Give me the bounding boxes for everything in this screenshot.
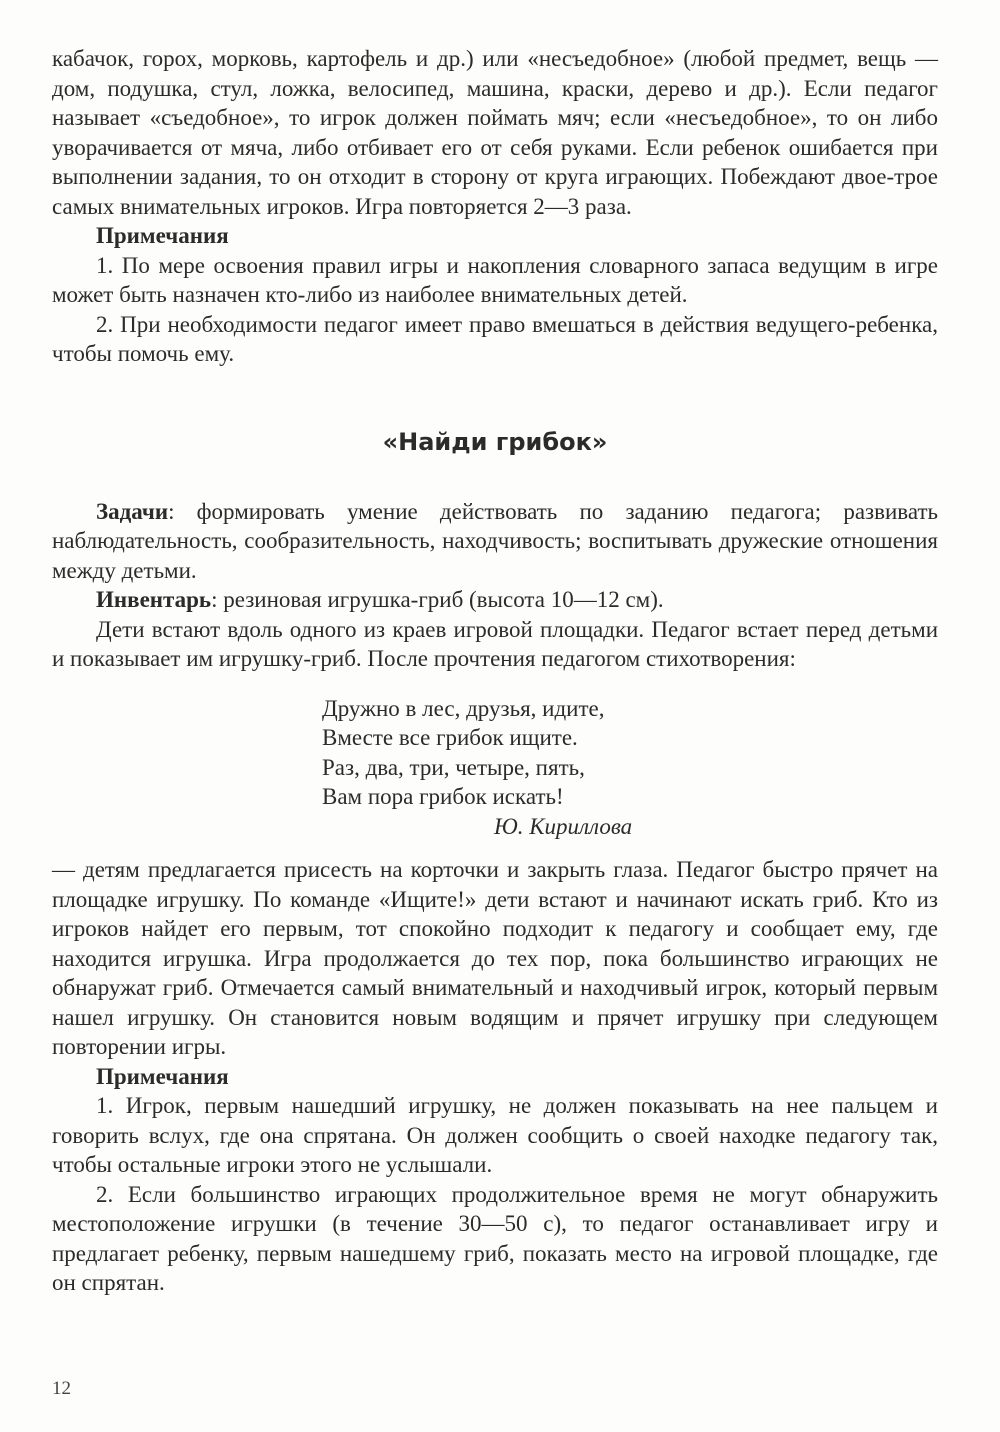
note-1: 1. Игрок, первым нашедший игрушку, не должен показывать на нее пальцем и говорить вслух, где она спрятана. Он должен сообщить о своей находке педагогу так, чтобы остальные игроки этого не услышали. [52,1093,938,1177]
page-body [52,44,938,1298]
rules-paragraph: Дети встают вдоль одного из краев игровой площадки. Педагог встает перед детьми и показывает им игрушку-гриб. После прочтения педагогом стихотворения: [52,616,938,671]
page-number: 12 [52,1378,71,1399]
notes-heading: Примечания [96,1063,229,1089]
poem-line: Вместе все грибок ищите. [322,725,578,750]
inventory-paragraph [52,585,938,615]
intro-paragraph: кабачок, горох, морковь, картофель и др.) или «несъедобное» (любой предмет, вещь — дом, подушка, стул, ложка, велосипед, машина, краски, дерево и др.). Если педагог называет «съедобное», то игрок должен поймать мяч; если «несъедобное», то он либо уворачивается от мяча, либо отбивает его от себя руками. Если ребенок ошибается при выполнении задания, то он отходит в сторону от круга играющих. Побеждают двое-трое самых внимательных игроков. Игра повторяется 2—3 раза. [52,46,938,219]
tasks-label: Задачи [96,498,169,524]
poem-line: Раз, два, три, четыре, пять, [322,754,585,780]
poem-author: Ю. Кириллова [494,813,633,839]
poem [322,694,938,842]
note-1: 1. По мере освоения правил игры и накопления словарного запаса ведущим в игре может быть назначен кто-либо из наиболее внимательных детей. [52,252,938,307]
tasks-paragraph [52,497,938,586]
inventory-label: Инвентарь [96,587,212,612]
notes-heading: Примечания [96,223,229,248]
tasks-text: : формировать умение действовать по заданию педагога; развивать наблюдательность, сообразительность, находчивость; воспитывать дружеские отношения между детьми. [52,498,938,583]
game-title: «Найди грибок» [382,427,608,456]
note-2: 2. Если большинство играющих продолжительное время не могут обнаружить местоположение игрушки (в течение 30—50 с), то педагог останавливает игру и предлагает ребенку, первым нашедшему гриб, показать место на игровой площадке, где он спрятан. [52,1181,938,1295]
game-description-paragraph: — детям предлагается присесть на корточки и закрыть глаза. Педагог быстро прячет на площадке игрушку. По команде «Ищите!» дети встают и начинают искать гриб. Кто из игроков найдет его первым, тот спокойно подходит к педагогу и сообщает ему, где находится игрушка. Игра продолжается до тех пор, пока большинство играющих не обнаружат гриб. Отмечается самый внимательный и находчивый игрок, который первым нашел игрушку. Он становится новым водящим и прячет игрушку при следующем повторении игры. [52,857,938,1059]
note-2: 2. При необходимости педагог имеет право вмешаться в действия ведущего-ребенка, чтобы помочь ему. [52,311,938,366]
inventory-text: : резиновая игрушка-гриб (высота 10—12 см). [211,587,664,612]
poem-line: Вам пора грибок искать! [322,784,564,809]
poem-line: Дружно в лес, друзья, идите, [322,695,605,721]
